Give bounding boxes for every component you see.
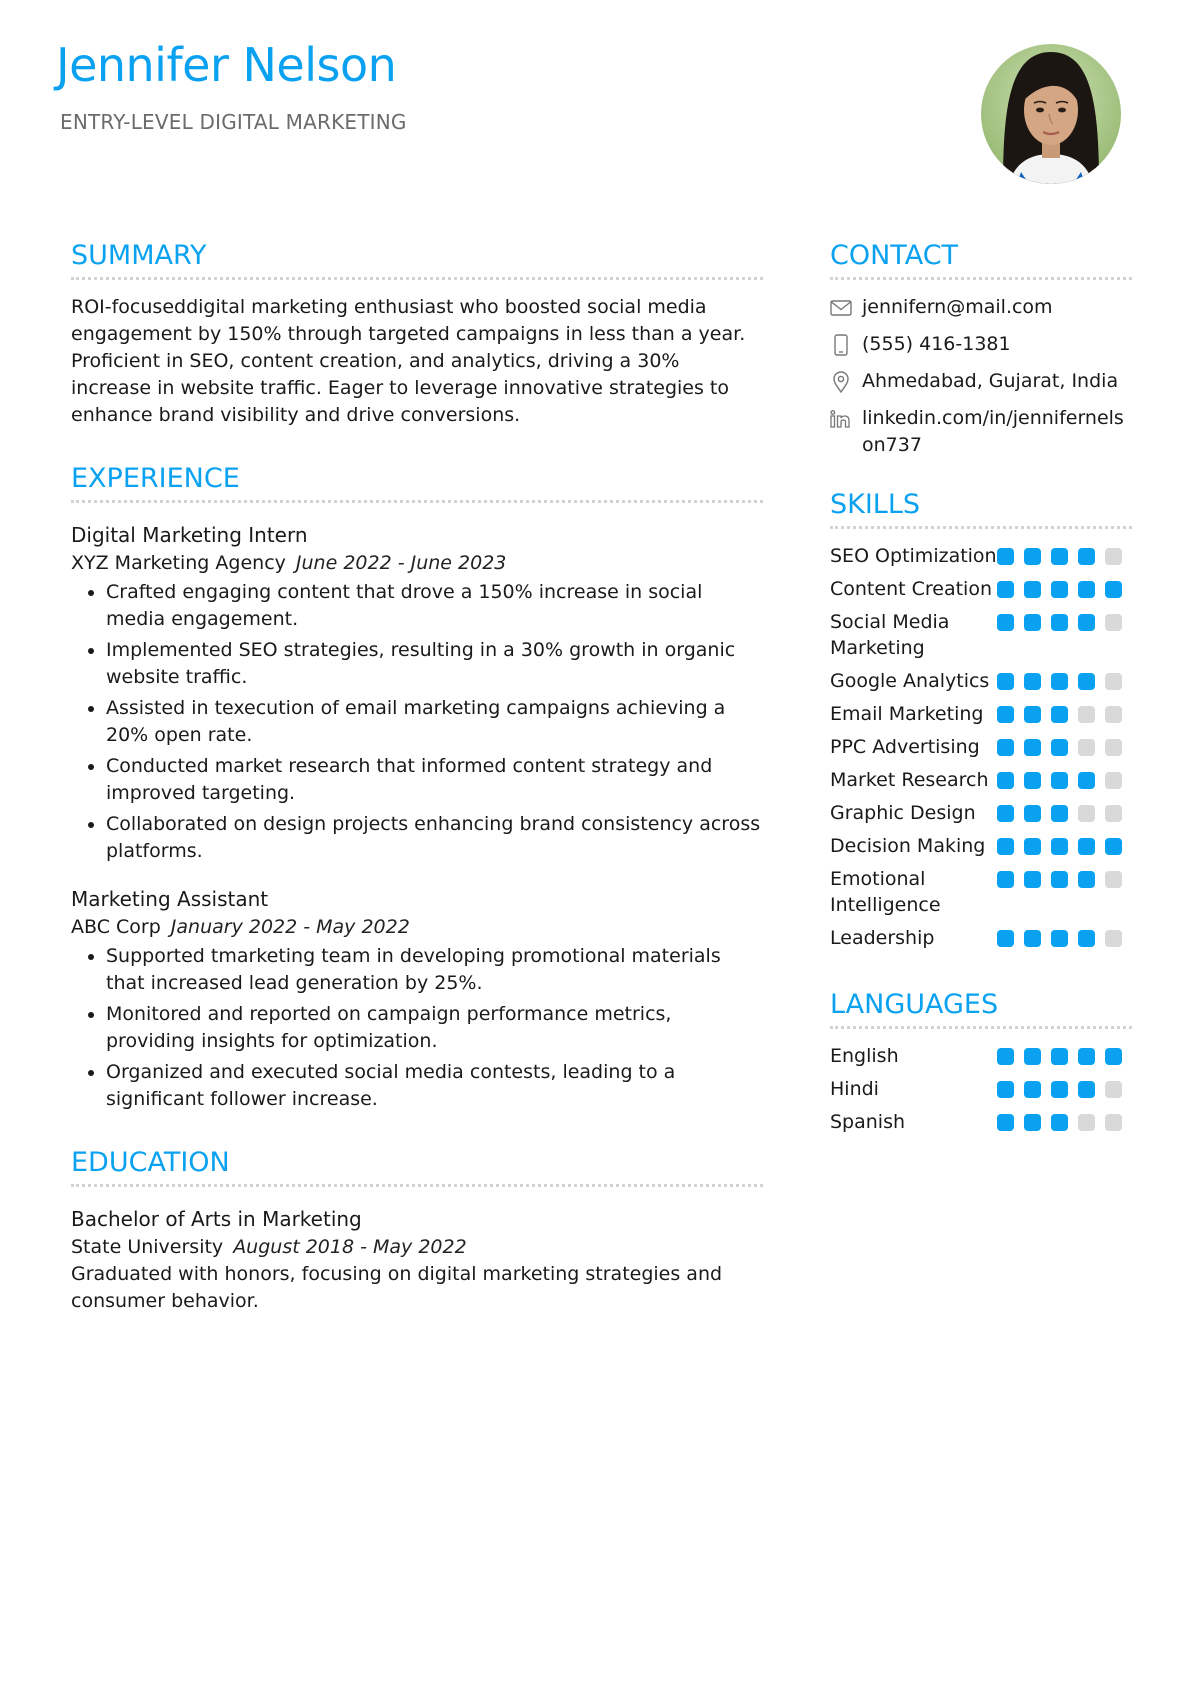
language-row [830, 1109, 1132, 1135]
rating-dot-empty [1078, 706, 1095, 723]
summary-section [71, 240, 763, 429]
rating-dot-empty [1105, 805, 1122, 822]
skill-row-label: Decision Making [830, 835, 986, 857]
rating-dot-filled [1051, 581, 1068, 598]
rating-dot-filled [1024, 805, 1041, 822]
contact-email[interactable] [830, 294, 1132, 321]
rating-dot-filled [1051, 1081, 1068, 1098]
bullet-item: • Implemented SEO strategies, resulting in a 30% growth in organic website traffic. [106, 637, 763, 691]
linkedin-text: linkedin.com/in/jennifernelson737 [862, 407, 1124, 456]
company-name: XYZ Marketing Agency [71, 552, 286, 574]
rating-dot-filled [997, 930, 1014, 947]
rating-dots [997, 805, 1132, 822]
skill-row-label: Emotional Intelligence [830, 868, 941, 916]
rating-dots [997, 772, 1132, 789]
rating-dot-empty [1105, 930, 1122, 947]
rating-dot-filled [1024, 1048, 1041, 1065]
rating-dot-filled [1024, 772, 1041, 789]
linkedin-icon [830, 407, 852, 431]
rating-dot-filled [1078, 772, 1095, 789]
skill-row [830, 767, 1132, 793]
rating-dot-filled [1024, 739, 1041, 756]
rating-dot-filled [1051, 548, 1068, 565]
job-bullets [71, 579, 763, 865]
rating-dots [997, 1081, 1132, 1098]
rating-dot-filled [1024, 1081, 1041, 1098]
skill-row-label: PPC Advertising [830, 736, 980, 758]
rating-dot-filled [1051, 706, 1068, 723]
skill-row [830, 734, 1132, 760]
bullet-item: • Organized and executed social media contests, leading to a significant follower increase. [106, 1059, 763, 1113]
email-text: jennifern@mail.com [862, 296, 1053, 318]
skills-heading: SKILLS [830, 489, 1132, 529]
rating-dot-empty [1078, 1114, 1095, 1131]
job-role: Marketing Assistant [71, 887, 269, 911]
skill-row-label: Market Research [830, 769, 989, 791]
skill-row-label: Email Marketing [830, 703, 984, 725]
contact-phone[interactable] [830, 331, 1132, 358]
profile-photo [981, 44, 1121, 184]
experience-heading: EXPERIENCE [71, 463, 763, 503]
rating-dots [997, 706, 1132, 723]
skill-row-label: SEO Optimization [830, 545, 997, 567]
rating-dot-filled [1024, 581, 1041, 598]
rating-dot-filled [1078, 614, 1095, 631]
bullet-item: • Monitored and reported on campaign performance metrics, providing insights for optimization. [106, 1001, 763, 1055]
experience-section [71, 463, 763, 1113]
job-title: ENTRY-LEVEL DIGITAL MARKETING [60, 110, 407, 134]
rating-dot-empty [1105, 548, 1122, 565]
rating-dots [997, 548, 1132, 565]
summary-text: ROI-focuseddigital marketing enthusiast who boosted social media engagement by 150% through targeted campaigns in less than a year. Proficient in SEO, content creation, and analytics, driving a 30% increase in website traffic. Eager to leverage innovative strategies to enhance brand visibility and drive conversions. [71, 296, 746, 426]
education-heading: EDUCATION [71, 1147, 763, 1187]
rating-dot-filled [997, 1048, 1014, 1065]
skills-section [830, 489, 1132, 951]
rating-dot-empty [1105, 614, 1122, 631]
school-name: State University [71, 1236, 224, 1258]
skill-row [830, 576, 1132, 602]
rating-dots [997, 1114, 1132, 1131]
rating-dots [997, 871, 1132, 888]
job-bullets [71, 943, 763, 1113]
rating-dot-filled [997, 673, 1014, 690]
rating-dot-filled [1078, 581, 1095, 598]
rating-dots [997, 1048, 1132, 1065]
skill-row-label: Graphic Design [830, 802, 976, 824]
rating-dot-filled [997, 739, 1014, 756]
profile-photo-image [981, 44, 1121, 184]
rating-dots [997, 739, 1132, 756]
skill-row-label: Social Media Marketing [830, 611, 950, 659]
language-row-label: English [830, 1045, 899, 1067]
rating-dot-empty [1078, 805, 1095, 822]
skill-row [830, 833, 1132, 859]
phone-icon [830, 333, 852, 357]
language-row-label: Hindi [830, 1078, 879, 1100]
mail-icon [830, 296, 852, 320]
degree-name: Bachelor of Arts in Marketing [71, 1207, 362, 1231]
job-entry [71, 885, 763, 1113]
job-dates: January 2022 - May 2022 [170, 916, 410, 938]
rating-dot-filled [997, 1114, 1014, 1131]
job-role: Digital Marketing Intern [71, 523, 308, 547]
rating-dot-empty [1105, 673, 1122, 690]
location-text: Ahmedabad, Gujarat, India [862, 370, 1119, 392]
location-icon [830, 370, 852, 394]
rating-dot-filled [1078, 838, 1095, 855]
rating-dot-filled [997, 581, 1014, 598]
bullet-item: • Conducted market research that informed content strategy and improved targeting. [106, 753, 763, 807]
skills-list [830, 543, 1132, 951]
rating-dot-filled [1078, 871, 1095, 888]
rating-dot-filled [997, 1081, 1014, 1098]
rating-dot-filled [997, 805, 1014, 822]
contact-linkedin[interactable] [830, 405, 1132, 459]
languages-list [830, 1043, 1132, 1135]
rating-dot-filled [997, 838, 1014, 855]
rating-dot-empty [1105, 1081, 1122, 1098]
rating-dot-empty [1078, 739, 1095, 756]
rating-dot-filled [1051, 838, 1068, 855]
bullet-item: • Supported tmarketing team in developing promotional materials that increased lead generation by 25%. [106, 943, 763, 997]
rating-dot-filled [1105, 838, 1122, 855]
rating-dot-filled [997, 706, 1014, 723]
rating-dot-filled [1024, 930, 1041, 947]
rating-dot-filled [997, 871, 1014, 888]
rating-dot-filled [1024, 548, 1041, 565]
rating-dot-filled [1051, 739, 1068, 756]
rating-dot-filled [1051, 1048, 1068, 1065]
skill-row [830, 866, 1132, 918]
language-row [830, 1076, 1132, 1102]
summary-heading: SUMMARY [71, 240, 763, 280]
rating-dots [997, 838, 1132, 855]
rating-dot-empty [1105, 739, 1122, 756]
contact-heading: CONTACT [830, 240, 1132, 280]
language-row [830, 1043, 1132, 1069]
job-entry [71, 521, 763, 865]
rating-dot-filled [1024, 673, 1041, 690]
company-name: ABC Corp [71, 916, 161, 938]
education-dates: August 2018 - May 2022 [233, 1236, 467, 1258]
rating-dot-filled [1024, 1114, 1041, 1131]
language-row-label: Spanish [830, 1111, 906, 1133]
rating-dot-filled [1078, 1048, 1095, 1065]
rating-dot-filled [1051, 930, 1068, 947]
skill-row-label: Content Creation [830, 578, 992, 600]
candidate-name: Jennifer Nelson [56, 38, 397, 92]
rating-dot-filled [1105, 1048, 1122, 1065]
bullet-item: • Collaborated on design projects enhancing brand consistency across platforms. [106, 811, 763, 865]
languages-heading: LANGUAGES [830, 989, 1132, 1029]
skill-row-label: Google Analytics [830, 670, 990, 692]
job-dates: June 2022 - June 2023 [295, 552, 507, 574]
skill-row [830, 701, 1132, 727]
rating-dots [997, 614, 1132, 631]
skill-row [830, 609, 1132, 661]
bullet-item: • Assisted in texecution of email marketing campaigns achieving a 20% open rate. [106, 695, 763, 749]
rating-dot-empty [1105, 772, 1122, 789]
rating-dot-empty [1105, 706, 1122, 723]
rating-dot-filled [1051, 673, 1068, 690]
skill-row [830, 925, 1132, 951]
rating-dot-filled [1024, 614, 1041, 631]
rating-dot-filled [1051, 614, 1068, 631]
rating-dot-filled [1078, 548, 1095, 565]
rating-dot-filled [1051, 805, 1068, 822]
skill-row [830, 543, 1132, 569]
rating-dot-filled [1024, 838, 1041, 855]
rating-dot-filled [1051, 871, 1068, 888]
contact-location [830, 368, 1132, 395]
rating-dot-empty [1105, 1114, 1122, 1131]
rating-dot-filled [1078, 1081, 1095, 1098]
rating-dot-filled [1024, 706, 1041, 723]
rating-dot-filled [1078, 930, 1095, 947]
contact-section [830, 240, 1132, 459]
rating-dot-filled [997, 772, 1014, 789]
rating-dot-filled [1105, 581, 1122, 598]
rating-dot-empty [1105, 871, 1122, 888]
rating-dot-filled [997, 614, 1014, 631]
rating-dot-filled [1024, 871, 1041, 888]
rating-dots [997, 673, 1132, 690]
rating-dot-filled [997, 548, 1014, 565]
skill-row-label: Leadership [830, 927, 935, 949]
education-description: Graduated with honors, focusing on digital marketing strategies and consumer behavior. [71, 1263, 723, 1312]
skill-row [830, 668, 1132, 694]
rating-dots [997, 930, 1132, 947]
rating-dots [997, 581, 1132, 598]
skill-row [830, 800, 1132, 826]
phone-text: (555) 416-1381 [862, 333, 1011, 355]
bullet-item: • Crafted engaging content that drove a 150% increase in social media engagement. [106, 579, 763, 633]
rating-dot-filled [1051, 772, 1068, 789]
education-section [71, 1147, 763, 1315]
rating-dot-filled [1078, 673, 1095, 690]
languages-section [830, 989, 1132, 1135]
rating-dot-filled [1051, 1114, 1068, 1131]
